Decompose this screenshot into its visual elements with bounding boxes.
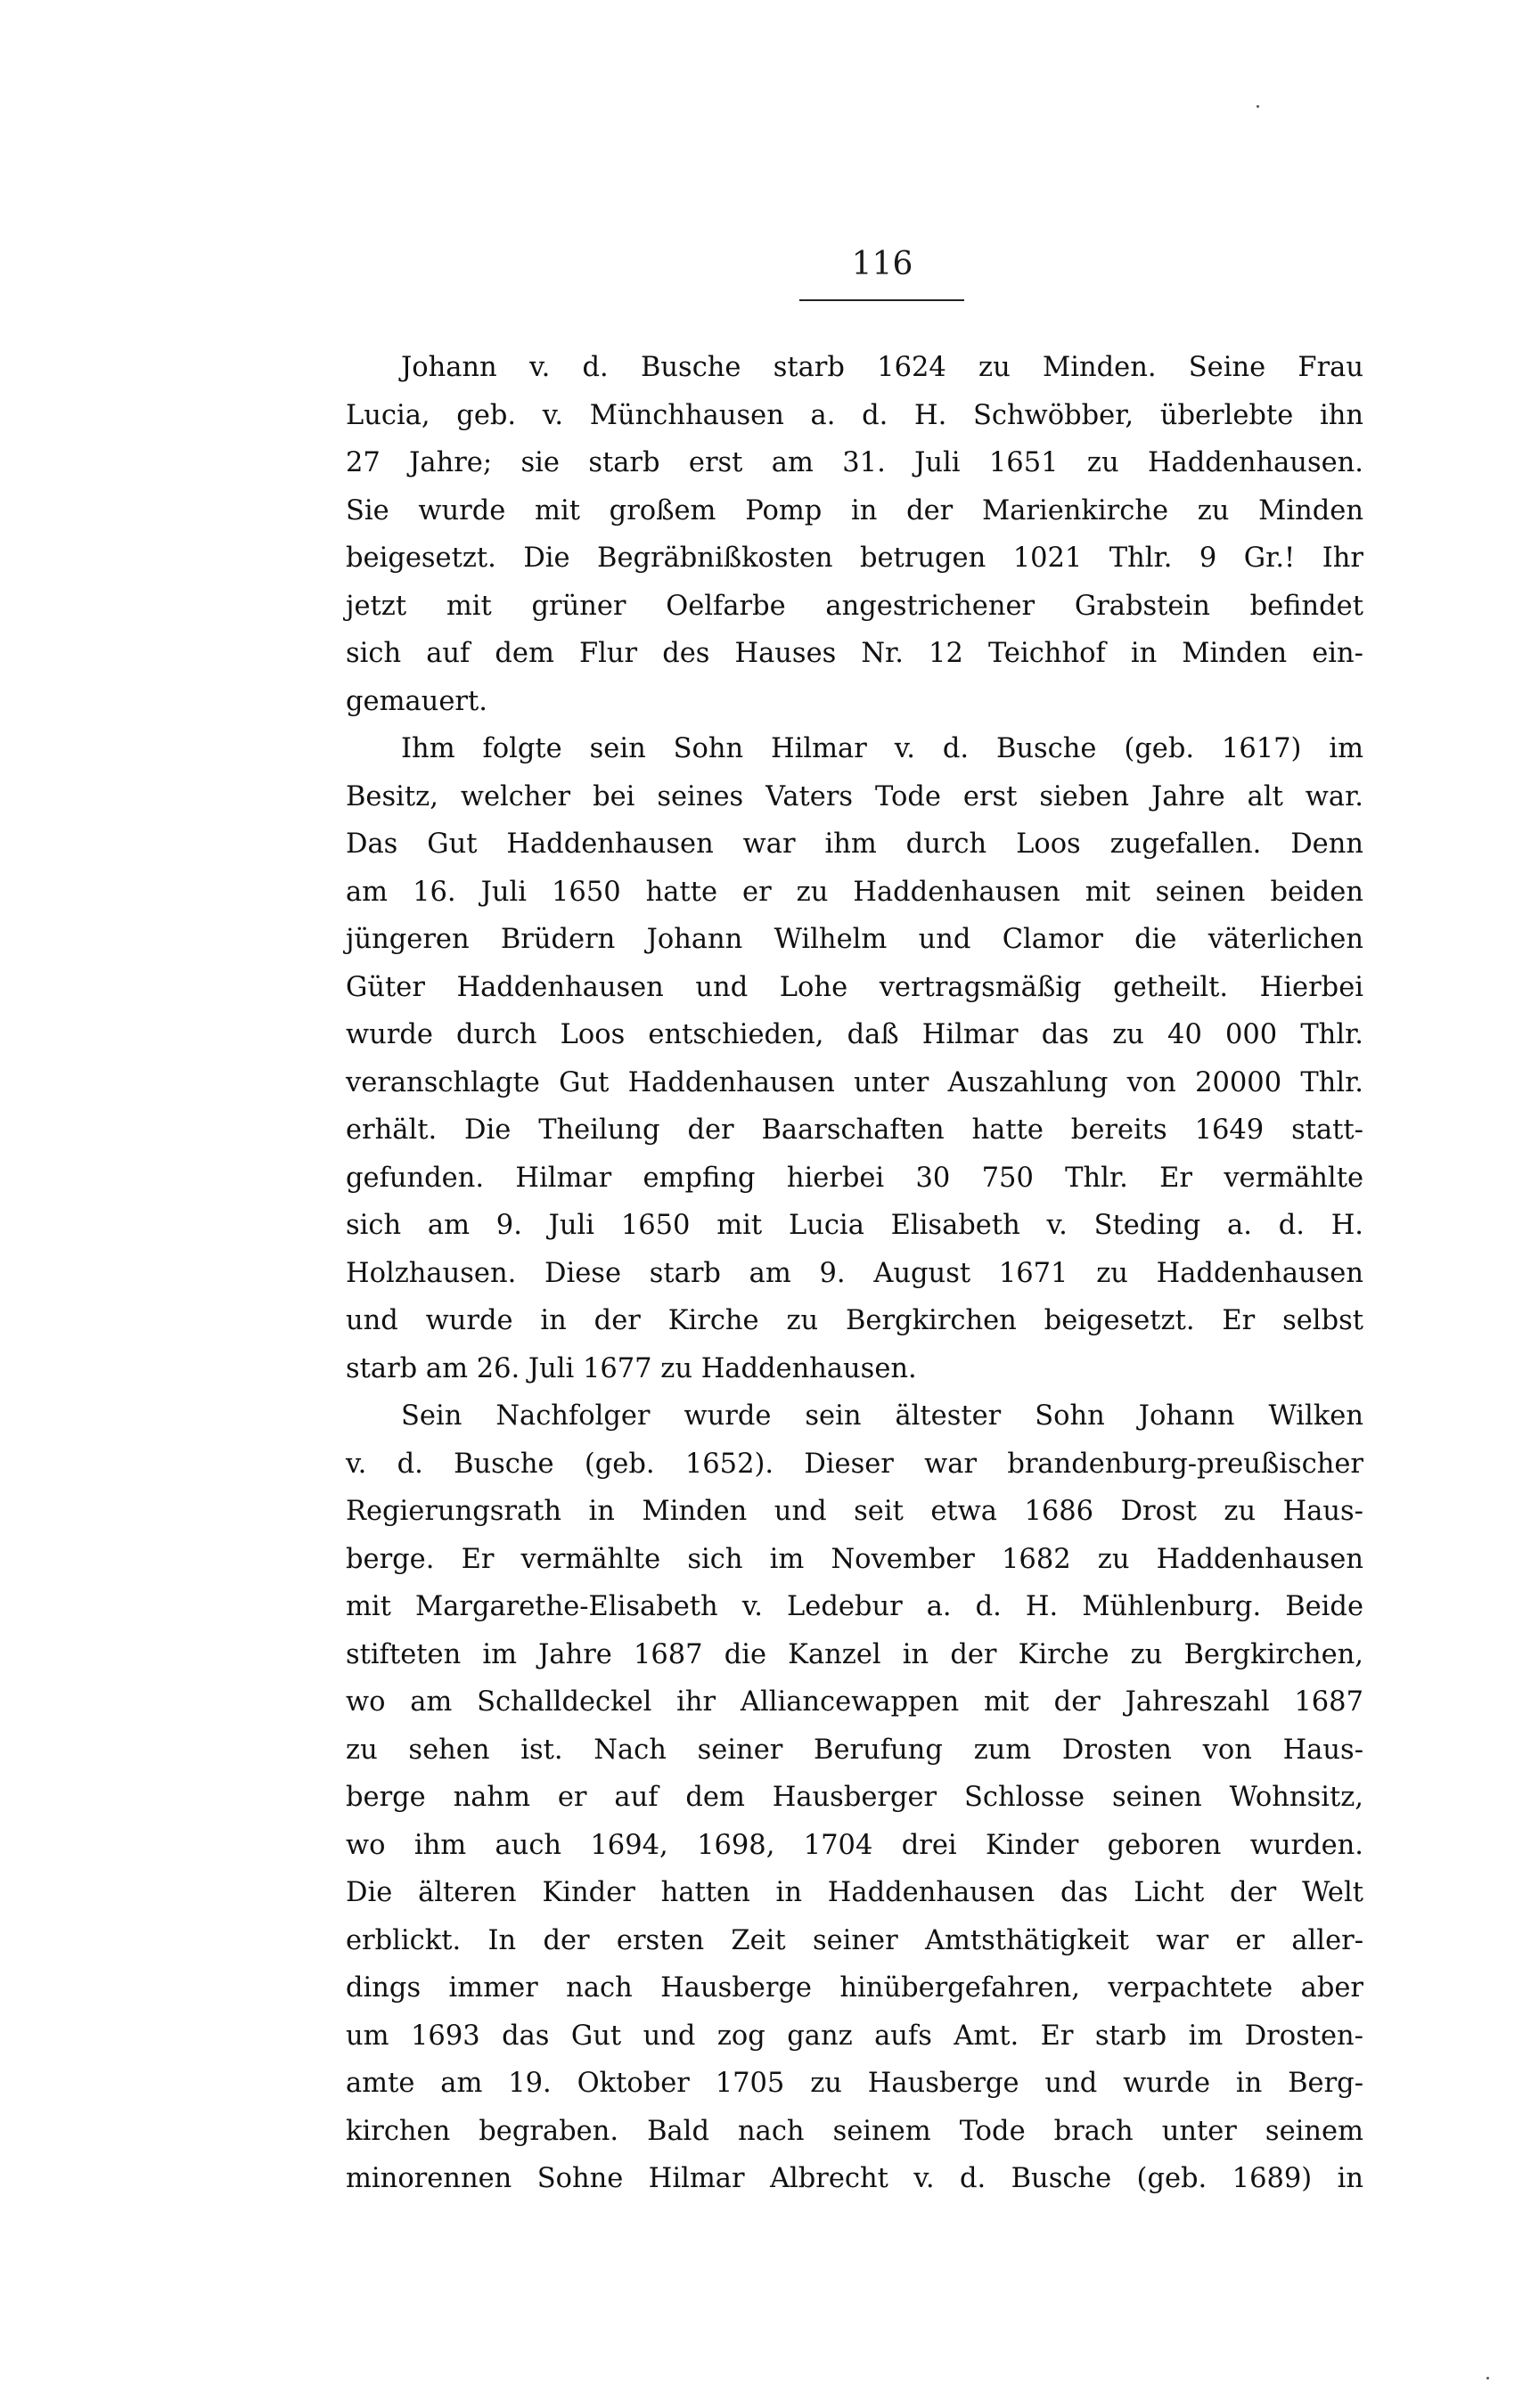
text-line: mit Margarethe-Elisabeth v. Ledebur a. d. H. Mühlenburg. Beide [346, 1591, 1363, 1622]
text-line: und wurde in der Kirche zu Bergkirchen beigesetzt. Er selbst [346, 1305, 1363, 1336]
header-rule [799, 299, 964, 301]
text-line: kirchen begraben. Bald nach seinem Tode brach unter seinem [346, 2115, 1363, 2147]
text-line: dings immer nach Hausberge hinübergefahren, verpachtete aber [346, 1972, 1363, 2004]
text-line: amte am 19. Oktober 1705 zu Hausberge und wurde in Berg- [346, 2068, 1363, 2099]
text-line: sich auf dem Flur des Hauses Nr. 12 Teichhof in Minden ein- [346, 638, 1363, 669]
text-line: wo ihm auch 1694, 1698, 1704 drei Kinder geboren wurden. [346, 1829, 1363, 1861]
text-line: wurde durch Loos entschieden, daß Hilmar das zu 40 000 Thlr. [346, 1019, 1363, 1050]
page-number: 116 [851, 246, 913, 282]
text-line: Besitz, welcher bei seines Vaters Tode erst sieben Jahre alt war. [346, 780, 1363, 812]
text-line: beigesetzt. Die Begräbnißkosten betrugen 1021 Thlr. 9 Gr.! Ihr [346, 543, 1363, 574]
paragraph [346, 344, 1363, 725]
text-line: v. d. Busche (geb. 1652). Dieser war brandenburg-preußischer [346, 1448, 1363, 1480]
paragraph [346, 1392, 1363, 2203]
text-line: 27 Jahre; sie starb erst am 31. Juli 1651 zu Haddenhausen. [346, 447, 1363, 478]
text-line: stifteten im Jahre 1687 die Kanzel in der Kirche zu Bergkirchen, [346, 1638, 1363, 1670]
text-line: erblickt. In der ersten Zeit seiner Amtsthätigkeit war er aller- [346, 1924, 1363, 1956]
text-line: zu sehen ist. Nach seiner Berufung zum Drosten von Haus- [346, 1734, 1363, 1766]
text-line: veranschlagte Gut Haddenhausen unter Auszahlung von 20000 Thlr. [346, 1066, 1363, 1098]
text-line: Güter Haddenhausen und Lohe vertragsmäßig getheilt. Hierbei [346, 971, 1363, 1003]
text-line: Die älteren Kinder hatten in Haddenhausen das Licht der Welt [346, 1877, 1363, 1908]
paragraph [346, 725, 1363, 1392]
text-line: sich am 9. Juli 1650 mit Lucia Elisabeth v. Steding a. d. H. [346, 1210, 1363, 1241]
text-line: gefunden. Hilmar empfing hierbei 30 750 Thlr. Er vermählte [346, 1162, 1363, 1194]
text-line: Lucia, geb. v. Münchhausen a. d. H. Schwöbber, überlebte ihn [346, 399, 1363, 431]
scan-speck [1486, 2377, 1489, 2379]
scan-speck [1257, 105, 1259, 108]
text-line: Ihm folgte sein Sohn Hilmar v. d. Busche (geb. 1617) im [401, 733, 1363, 764]
text-line: jüngeren Brüdern Johann Wilhelm und Clamor die väterlichen [346, 924, 1363, 955]
text-line: am 16. Juli 1650 hatte er zu Haddenhausen mit seinen beiden [346, 876, 1363, 908]
text-line: Holzhausen. Diese starb am 9. August 1671 zu Haddenhausen [346, 1257, 1363, 1289]
text-line: berge nahm er auf dem Hausberger Schlosse seinen Wohnsitz, [346, 1782, 1363, 1813]
text-line: um 1693 das Gut und zog ganz aufs Amt. Er starb im Drosten- [346, 2020, 1363, 2052]
text-line: Johann v. d. Busche starb 1624 zu Minden. Seine Frau [401, 352, 1363, 383]
text-line: berge. Er vermählte sich im November 1682 zu Haddenhausen [346, 1543, 1363, 1575]
text-line: Sein Nachfolger wurde sein ältester Sohn Johann Wilken [401, 1400, 1363, 1432]
text-line: Regierungsrath in Minden und seit etwa 1686 Drost zu Haus- [346, 1496, 1363, 1527]
text-line: erhält. Die Theilung der Baarschaften hatte bereits 1649 statt- [346, 1114, 1363, 1146]
text-line: starb am 26. Juli 1677 zu Haddenhausen. [346, 1352, 917, 1384]
text-line: jetzt mit grüner Oelfarbe angestrichener Grabstein befindet [346, 590, 1363, 622]
text-line: Sie wurde mit großem Pomp in der Marienkirche zu Minden [346, 494, 1363, 526]
body-text [346, 344, 1363, 2203]
text-line: gemauert. [346, 685, 487, 717]
text-line: wo am Schalldeckel ihr Alliancewappen mit der Jahreszahl 1687 [346, 1686, 1363, 1718]
text-line: Das Gut Haddenhausen war ihm durch Loos zugefallen. Denn [346, 829, 1363, 860]
text-line: minorennen Sohne Hilmar Albrecht v. d. Busche (geb. 1689) in [346, 2163, 1363, 2194]
